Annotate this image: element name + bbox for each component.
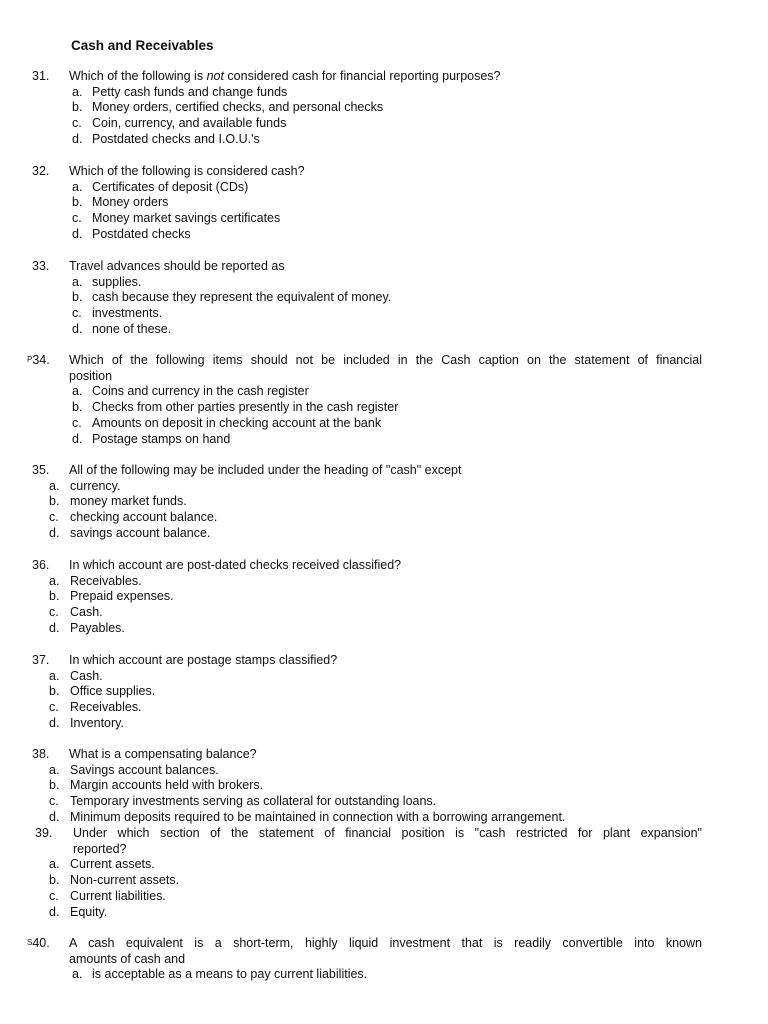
option-text: Postdated checks and I.O.U.'s bbox=[92, 131, 260, 146]
option-letter: d. bbox=[49, 809, 60, 824]
option-letter: d. bbox=[72, 226, 83, 241]
question-text-part: Which of the following is considered cash? bbox=[69, 164, 305, 178]
option-letter: a. bbox=[72, 384, 83, 399]
option-text: Inventory. bbox=[70, 715, 124, 730]
question-number bbox=[32, 164, 49, 180]
option-letter: d. bbox=[49, 525, 60, 540]
option-text: Amounts on deposit in checking account at the bank bbox=[92, 415, 382, 430]
option-text: Current liabilities. bbox=[70, 888, 166, 903]
question-text-emphasis: not bbox=[206, 69, 224, 83]
question-text bbox=[69, 936, 702, 967]
option-text: Margin accounts held with brokers. bbox=[70, 778, 264, 793]
question-number-text: 40. bbox=[32, 936, 50, 950]
option-text: money market funds. bbox=[70, 494, 187, 509]
option-text: Office supplies. bbox=[70, 684, 156, 699]
option-text: supplies. bbox=[92, 274, 142, 289]
option-text: Postdated checks bbox=[92, 226, 191, 241]
option-text: Money orders, certified checks, and personal checks bbox=[92, 100, 384, 115]
question-text-line: reported? bbox=[73, 841, 127, 856]
question-number-text: 34. bbox=[32, 353, 50, 367]
option-text: Savings account balances. bbox=[70, 762, 219, 777]
question-text bbox=[69, 69, 702, 85]
question-number-text: 39. bbox=[35, 826, 53, 840]
option-letter: b. bbox=[49, 684, 60, 699]
option-text: Temporary investments serving as collateral for outstanding loans. bbox=[70, 794, 437, 809]
question-marker: P bbox=[27, 355, 33, 364]
option-letter: c. bbox=[49, 794, 59, 809]
option-letter: d. bbox=[49, 620, 60, 635]
option-letter: b. bbox=[72, 400, 83, 415]
question-text bbox=[69, 259, 702, 275]
question-text-part: considered cash for financial reporting purposes? bbox=[223, 69, 501, 83]
option-text: savings account balance. bbox=[70, 525, 211, 540]
option-text: Petty cash funds and change funds bbox=[92, 84, 288, 99]
question-text-part: In which account are post-dated checks received classified? bbox=[69, 558, 402, 572]
question-text-line: A cash equivalent is a short-term, highly liquid investment that is readily convertible into known bbox=[69, 936, 702, 950]
option-letter: b. bbox=[49, 873, 60, 888]
option-text: Coins and currency in the cash register bbox=[92, 384, 309, 399]
option-text: Receivables. bbox=[70, 573, 142, 588]
option-text: Checks from other parties presently in the cash register bbox=[92, 400, 399, 415]
option-letter: c. bbox=[72, 116, 82, 131]
option-text: Money market savings certificates bbox=[92, 211, 281, 226]
option-letter: a. bbox=[49, 573, 60, 588]
question-number-text: 31. bbox=[32, 69, 50, 83]
option-letter: d. bbox=[49, 904, 60, 919]
question-text bbox=[69, 747, 702, 763]
option-letter: a. bbox=[72, 179, 83, 194]
question-number bbox=[32, 259, 49, 275]
question-number bbox=[32, 747, 49, 763]
option-letter: a. bbox=[72, 967, 83, 982]
question-number-text: 33. bbox=[32, 259, 50, 273]
option-letter: b. bbox=[72, 290, 83, 305]
option-text: currency. bbox=[70, 478, 121, 493]
question-text-line: position bbox=[69, 368, 113, 383]
question-number-text: 38. bbox=[32, 747, 50, 761]
option-letter: b. bbox=[49, 494, 60, 509]
option-letter: d. bbox=[72, 431, 83, 446]
question-number-text: 36. bbox=[32, 558, 50, 572]
question-number bbox=[32, 69, 49, 85]
question-number bbox=[32, 653, 49, 669]
question-text bbox=[73, 826, 702, 857]
option-text: Non-current assets. bbox=[70, 873, 180, 888]
option-text: Cash. bbox=[70, 605, 103, 620]
option-letter: a. bbox=[72, 84, 83, 99]
question-text bbox=[69, 463, 702, 479]
option-text: Receivables. bbox=[70, 700, 142, 715]
question-number bbox=[27, 353, 50, 369]
option-text: checking account balance. bbox=[70, 510, 218, 525]
question-text bbox=[69, 353, 702, 384]
question-number-text: 32. bbox=[32, 164, 50, 178]
question-number bbox=[32, 463, 49, 479]
option-letter: a. bbox=[49, 668, 60, 683]
option-letter: b. bbox=[49, 778, 60, 793]
option-text: none of these. bbox=[92, 321, 172, 336]
question-text bbox=[69, 164, 702, 180]
question-text-part: Travel advances should be reported as bbox=[69, 259, 285, 273]
option-letter: c. bbox=[72, 306, 82, 321]
question-text-part: All of the following may be included under the heading of "cash" except bbox=[69, 463, 462, 477]
question-text-line: amounts of cash and bbox=[69, 951, 186, 966]
option-letter: c. bbox=[72, 415, 82, 430]
question-text bbox=[69, 653, 702, 669]
option-text: is acceptable as a means to pay current liabilities. bbox=[92, 967, 368, 982]
option-text: investments. bbox=[92, 306, 163, 321]
question-text-part: Which of the following is bbox=[69, 69, 207, 83]
page-title: Cash and Receivables bbox=[71, 38, 214, 53]
option-letter: a. bbox=[49, 857, 60, 872]
question-text-line: Under which section of the statement of financial position is "cash restricted for plant expansion" bbox=[73, 826, 702, 840]
question-number bbox=[35, 826, 52, 842]
question-text-part: In which account are postage stamps classified? bbox=[69, 653, 338, 667]
option-text: Prepaid expenses. bbox=[70, 589, 174, 604]
option-letter: c. bbox=[49, 888, 59, 903]
option-letter: d. bbox=[72, 321, 83, 336]
option-text: Money orders bbox=[92, 195, 169, 210]
option-letter: b. bbox=[49, 589, 60, 604]
question-marker: S bbox=[27, 938, 33, 947]
option-letter: a. bbox=[72, 274, 83, 289]
option-letter: c. bbox=[49, 700, 59, 715]
question-text-line: Which of the following items should not be included in the Cash caption on the statement of financial bbox=[69, 353, 702, 367]
option-text: Equity. bbox=[70, 904, 108, 919]
option-letter: d. bbox=[49, 715, 60, 730]
option-text: Cash. bbox=[70, 668, 103, 683]
option-letter: a. bbox=[49, 762, 60, 777]
question-text bbox=[69, 558, 702, 574]
option-letter: d. bbox=[72, 131, 83, 146]
option-text: Coin, currency, and available funds bbox=[92, 116, 287, 131]
option-text: Current assets. bbox=[70, 857, 155, 872]
question-number-text: 37. bbox=[32, 653, 50, 667]
option-text: Payables. bbox=[70, 620, 125, 635]
option-letter: b. bbox=[72, 195, 83, 210]
option-letter: c. bbox=[49, 605, 59, 620]
option-letter: b. bbox=[72, 100, 83, 115]
question-number bbox=[27, 936, 50, 952]
option-letter: c. bbox=[49, 510, 59, 525]
question-number bbox=[32, 558, 49, 574]
question-text-part: What is a compensating balance? bbox=[69, 747, 257, 761]
option-letter: a. bbox=[49, 478, 60, 493]
option-letter: c. bbox=[72, 211, 82, 226]
question-number-text: 35. bbox=[32, 463, 50, 477]
option-text: Minimum deposits required to be maintained in connection with a borrowing arrangement. bbox=[70, 809, 566, 824]
option-text: cash because they represent the equivalent of money. bbox=[92, 290, 392, 305]
option-text: Postage stamps on hand bbox=[92, 431, 231, 446]
option-text: Certificates of deposit (CDs) bbox=[92, 179, 249, 194]
